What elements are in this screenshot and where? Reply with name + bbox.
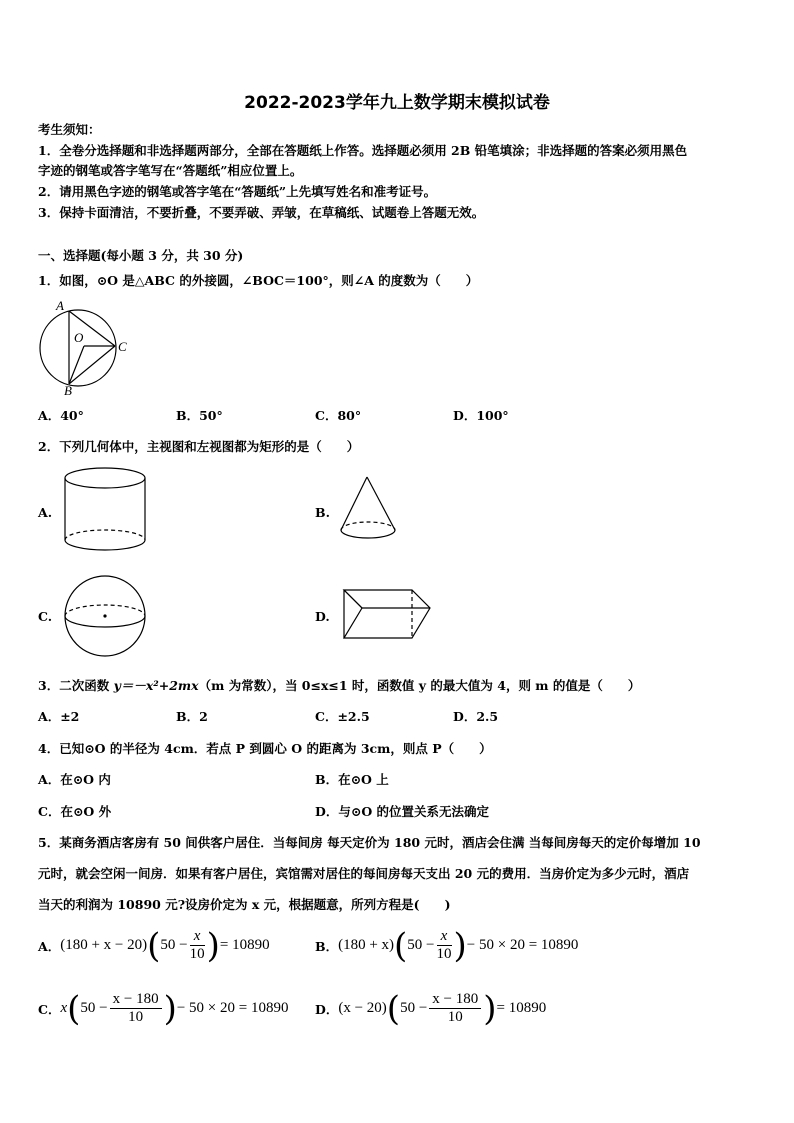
q2-option-a: A. [38, 505, 53, 520]
q1-option-b: B．50° [176, 408, 223, 423]
fraction: $\frac{x - 180}{10}$ [429, 991, 481, 1026]
notice-line-3: 3．保持卡面清洁，不要折叠，不要弄破、弄皱，在草稿纸、试题卷上答题无效。 [38, 205, 485, 220]
question-3-stem [38, 676, 640, 694]
question-2-stem: 2．下列几何体中，主视图和左视图都为矩形的是（ ） [38, 439, 360, 454]
circle-o [40, 310, 116, 386]
fraction: $\frac{x}{10}$ [436, 928, 452, 962]
q3-stem-eq: ＝－x²+2mx [120, 678, 199, 693]
notice-line-2: 2．请用黑色字迹的钢笔或答字笔在“答题纸”上先填写姓名和准考证号。 [38, 184, 437, 199]
q1-option-c: C．80° [315, 408, 362, 423]
label-c: C [118, 339, 127, 354]
question-5-line-1: 5．某商务酒店客房有 50 间供客户居住．当每间房 每天定价为 180 元时，酒店会住满 当每间房每天的定价每增加 10 [38, 835, 701, 850]
q5-option-b: B． (180 + x) ( 50 − $\frac{x}{10}$ ) − 50 × 20 = 10890 [315, 925, 579, 966]
notice-heading: 考生须知： [38, 122, 101, 137]
q3-option-d: D．2.5 [453, 709, 499, 724]
label-b: B [64, 383, 72, 398]
fraction: $\frac{x}{10}$ [189, 928, 205, 962]
prism-figure [340, 584, 436, 648]
label-o: O [74, 330, 84, 345]
cone-figure [337, 474, 407, 546]
notice-line-1b: 字迹的钢笔或答字笔写在“答题纸”相应位置上。 [38, 163, 303, 178]
q2-option-c: C. [38, 609, 53, 624]
question-1-stem: 1．如图，⊙O 是△ABC 的外接圆，∠BOC＝100°，则∠A 的度数为（ ） [38, 273, 479, 288]
q3-stem-y: y [113, 678, 121, 693]
section-heading: 一、选择题(每小题 3 分，共 30 分) [38, 248, 244, 263]
label-a: A [56, 298, 64, 313]
q3-option-c: C．±2.5 [315, 709, 370, 724]
sphere-figure [60, 574, 154, 660]
q5-option-c: C． x ( 50 − $\frac{x - 180}{10}$ ) − 50 × 20 = 10890 [38, 988, 289, 1029]
q3-stem-mid: （m 为常数），当 0≤x≤1 时，函数值 y 的最大值为 4，则 m 的值是（ ） [198, 678, 641, 693]
question-5-line-2: 元时，就会空闲一间房．如果有客户居住，宾馆需对居住的每间房每天支出 20 元的费用．当房价定为多少元时，酒店 [38, 866, 690, 881]
fraction: $\frac{x - 180}{10}$ [110, 991, 162, 1026]
q3-option-b: B．2 [176, 709, 208, 724]
q4-option-c: C．在⊙O 外 [38, 804, 112, 819]
q3-option-a: A．±2 [38, 709, 80, 724]
question-5-line-3: 当天的利润为 10890 元?设房价定为 x 元，根据题意，所列方程是( ) [38, 897, 451, 912]
q3-stem-pre: 3．二次函数 [38, 678, 114, 693]
q5-option-d: D． (x − 20) ( 50 − $\frac{x - 180}{10}$ ) = 10890 [315, 988, 547, 1029]
question-4-stem: 4．已知⊙O 的半径为 4cm．若点 P 到圆心 O 的距离为 3cm，则点 P（ ） [38, 741, 492, 756]
q4-option-b: B．在⊙O 上 [315, 772, 389, 787]
q4-option-a: A．在⊙O 内 [38, 772, 111, 787]
notice-line-1a: 1．全卷分选择题和非选择题两部分，全部在答题纸上作答。选择题必须用 2B 铅笔填涂；非选择题的答案必须用黑色 [38, 143, 688, 158]
q5-option-a: A． (180 + x − 20) ( 50 − $\frac{x}{10}$ ) = 10890 [38, 925, 270, 966]
q4-option-d: D．与⊙O 的位置关系无法确定 [315, 804, 490, 819]
page-title: 2022-2023学年九上数学期末模拟试卷 [244, 93, 550, 113]
question-1-figure [34, 298, 134, 398]
q2-option-b: B. [315, 505, 330, 520]
cylinder-figure [60, 464, 152, 556]
q1-option-a: A．40° [38, 408, 84, 423]
q1-option-d: D．100° [453, 408, 509, 423]
q2-option-d: D. [315, 609, 330, 624]
